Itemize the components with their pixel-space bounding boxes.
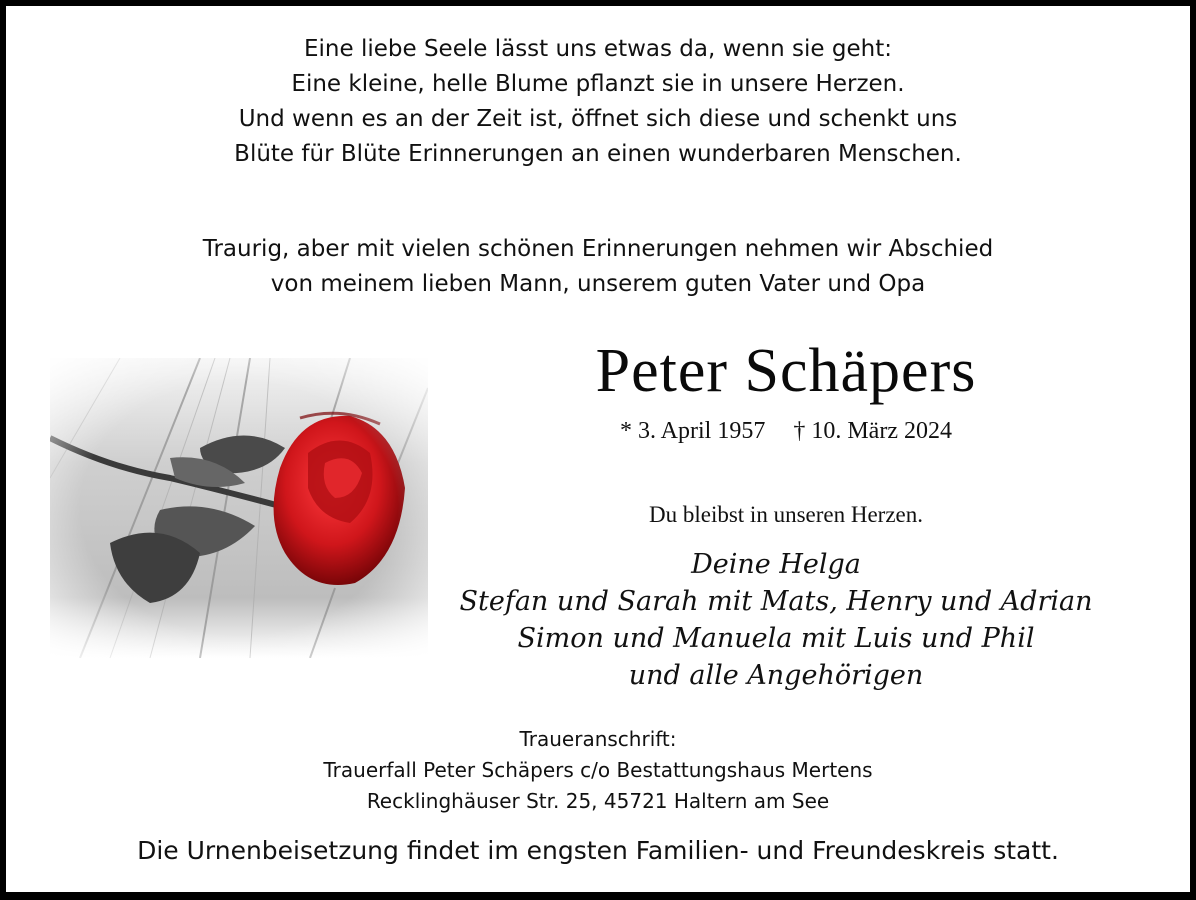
family-line: und alle Angehörigen bbox=[628, 660, 924, 691]
family-line: Stefan und Sarah mit Mats, Henry und Adrian bbox=[459, 586, 1093, 617]
farewell-line: Du bleibst in unseren Herzen. bbox=[648, 502, 923, 527]
family-signature bbox=[386, 546, 1166, 694]
birth-date: * 3. April 1957 bbox=[620, 418, 766, 444]
address-line: Trauerfall Peter Schäpers c/o Bestattungshaus Mertens bbox=[323, 758, 873, 782]
family-line: Deine Helga bbox=[691, 549, 861, 580]
deceased-name: Peter Schäpers bbox=[595, 337, 977, 405]
poem-line: Eine liebe Seele lässt uns etwas da, wenn sie geht: bbox=[304, 36, 892, 62]
obituary-notice bbox=[6, 6, 1190, 892]
rose-image bbox=[50, 358, 428, 658]
poem-line: Blüte für Blüte Erinnerungen an einen wunderbaren Menschen. bbox=[234, 141, 962, 167]
intro-line: Traurig, aber mit vielen schönen Erinnerungen nehmen wir Abschied bbox=[202, 236, 994, 262]
address-label: Traueranschrift: bbox=[519, 727, 677, 751]
burial-notice: Die Urnenbeisetzung findet im engsten Familien- und Freundeskreis statt. bbox=[137, 836, 1059, 865]
life-dates bbox=[396, 418, 1176, 445]
poem-line: Und wenn es an der Zeit ist, öffnet sich diese und schenkt uns bbox=[238, 106, 958, 132]
intro-line: von meinem lieben Mann, unserem guten Vater und Opa bbox=[270, 271, 926, 297]
family-line: Simon und Manuela mit Luis und Phil bbox=[517, 623, 1035, 654]
mourning-address bbox=[6, 724, 1190, 817]
death-date: † 10. März 2024 bbox=[793, 418, 952, 444]
poem-line: Eine kleine, helle Blume pflanzt sie in unsere Herzen. bbox=[291, 71, 905, 97]
address-line: Recklinghäuser Str. 25, 45721 Haltern am See bbox=[366, 789, 830, 813]
